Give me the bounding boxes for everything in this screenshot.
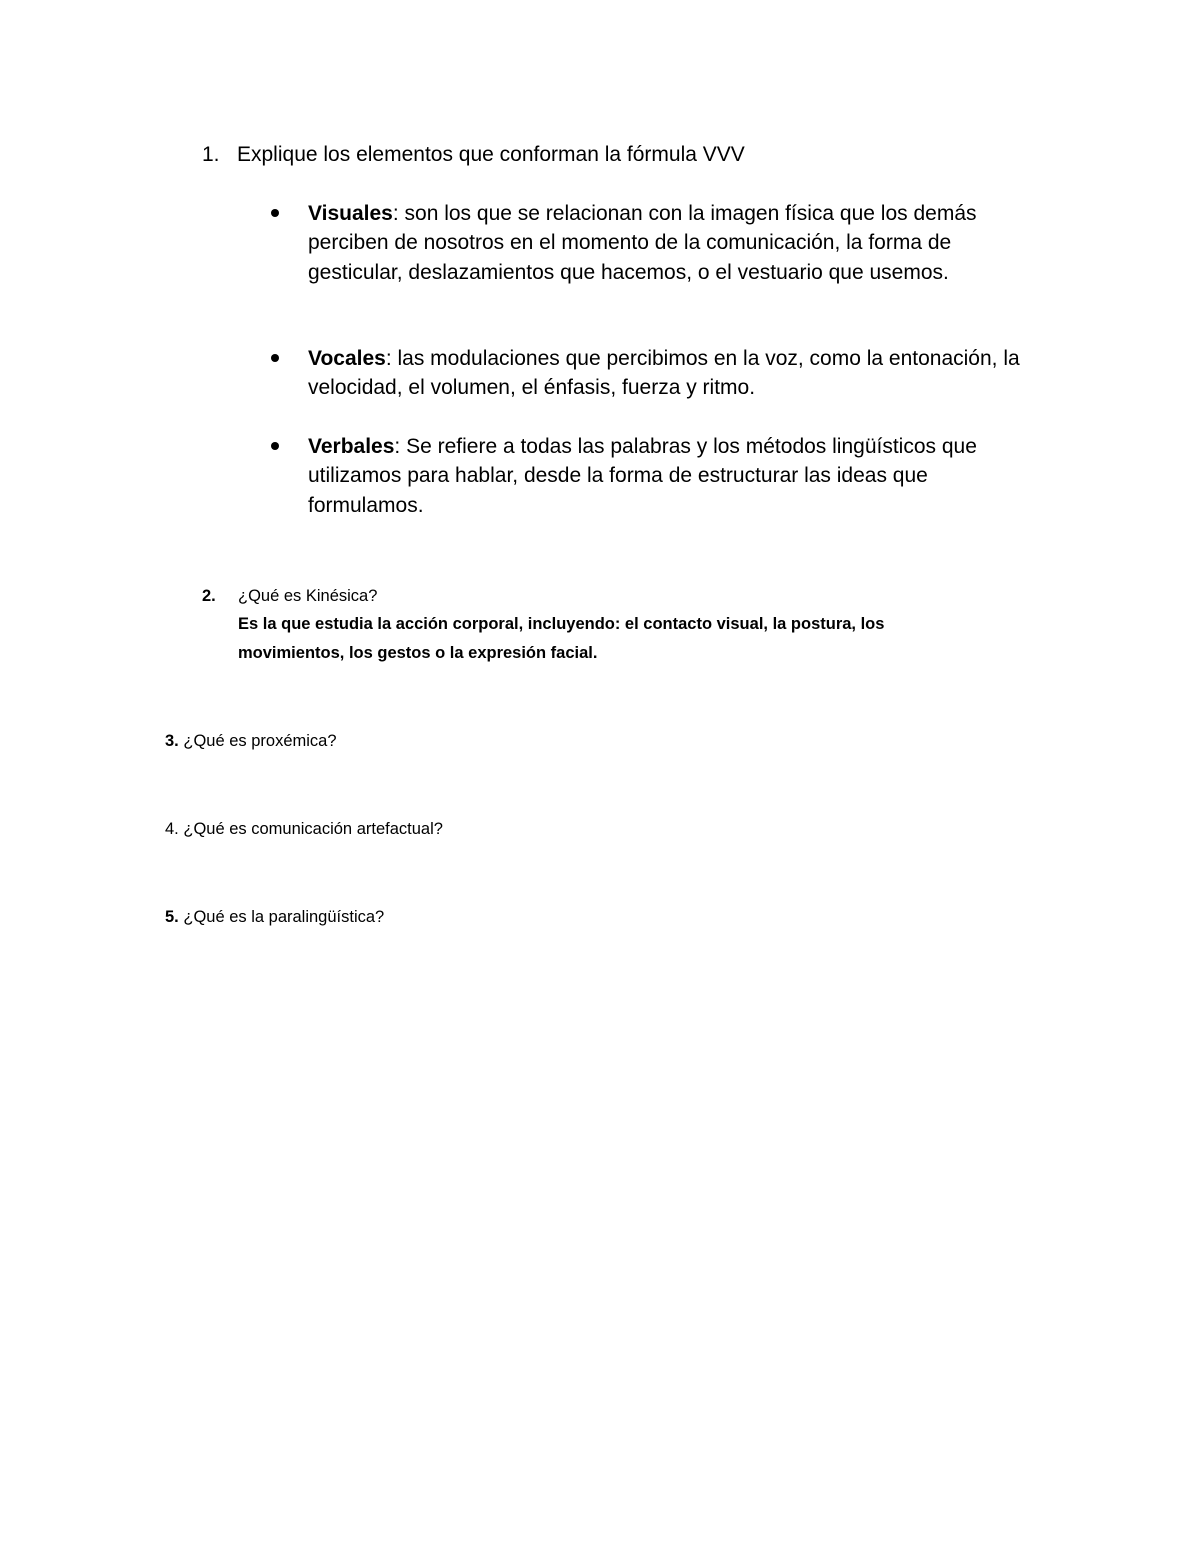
bullet-dot-icon xyxy=(271,354,279,362)
question-1-number: 1. xyxy=(202,143,220,166)
bullet-vocales-term: Vocales xyxy=(308,347,386,370)
question-4-text: ¿Qué es comunicación artefactual? xyxy=(183,820,443,838)
bullet-visuales-text: : son los que se relacionan con la imagen física que los demás perciben de nosotros en el momento de la comunicación, la forma de gesticular, deslazamientos que hacemos, o el vestuario que usemos. xyxy=(308,202,977,284)
bullet-verbales-term: Verbales xyxy=(308,435,395,458)
bullet-verbales-body xyxy=(308,432,1048,520)
bullet-visuales-body xyxy=(308,199,1048,287)
question-5-number: 5. xyxy=(165,908,179,926)
bullet-vocales-body xyxy=(308,344,1048,403)
question-4 xyxy=(165,815,443,844)
question-3-text: ¿Qué es proxémica? xyxy=(183,732,337,750)
bullet-visuales-term: Visuales xyxy=(308,202,393,225)
bullet-vocales-text: : las modulaciones que percibimos en la voz, como la entonación, la velocidad, el volumen, el énfasis, fuerza y ritmo. xyxy=(308,347,1020,400)
question-2-number: 2. xyxy=(202,587,216,605)
question-3 xyxy=(165,727,337,756)
bullet-dot-icon xyxy=(271,209,279,217)
question-1-text: Explique los elementos que conforman la fórmula VVV xyxy=(237,143,745,166)
question-3-number: 3. xyxy=(165,732,179,750)
question-4-number: 4. xyxy=(165,820,179,838)
question-5-text: ¿Qué es la paralingüística? xyxy=(183,908,385,926)
bullet-verbales-text: : Se refiere a todas las palabras y los métodos lingüísticos que utilizamos para hablar, desde la forma de estructurar las ideas que formulamos. xyxy=(308,435,977,517)
bullet-dot-icon xyxy=(271,442,279,450)
question-2-text: ¿Qué es Kinésica? xyxy=(238,587,378,605)
question-2-answer: Es la que estudia la acción corporal, incluyendo: el contacto visual, la postura, los movimientos, los gestos o la expresión facial. xyxy=(238,615,885,662)
question-5 xyxy=(165,903,384,932)
